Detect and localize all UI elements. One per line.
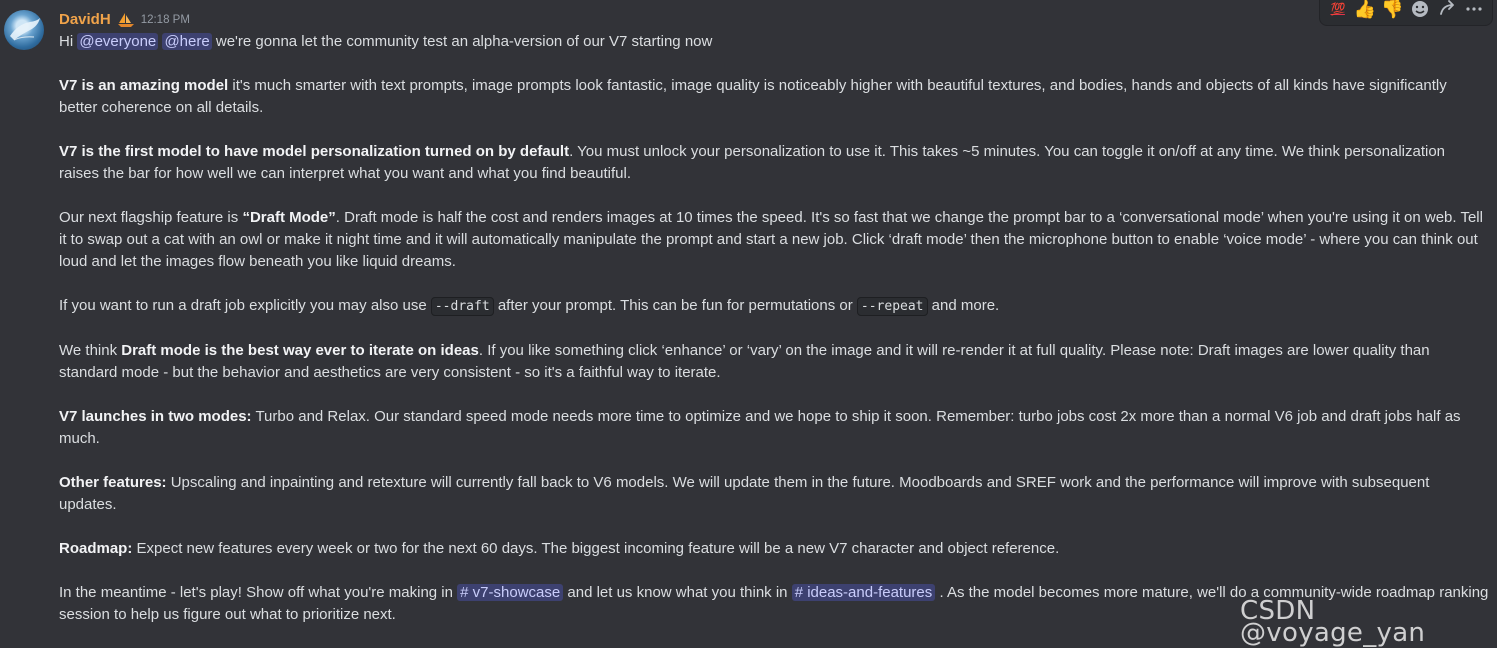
add-reaction-button[interactable] bbox=[1406, 0, 1433, 23]
message-header bbox=[59, 9, 190, 31]
timestamp: 12:18 PM bbox=[140, 14, 190, 26]
message-content bbox=[59, 31, 1489, 626]
avatar[interactable] bbox=[4, 10, 44, 50]
hundred-icon: 💯 bbox=[1330, 2, 1345, 16]
channel-link-ideas-and-features[interactable]: # ideas-and-features bbox=[792, 584, 936, 601]
mention-everyone[interactable]: @everyone bbox=[79, 33, 157, 50]
reply-button[interactable] bbox=[1433, 0, 1460, 23]
username[interactable]: DavidH bbox=[59, 11, 111, 28]
paragraph-v7-amazing: V7 is an amazing model it's much smarter with text prompts, image prompts look fantastic, image quality is noticeably higher with beautiful textures, and bodies, hands and objects of all kinds have significantly better coherence on all details. bbox=[59, 77, 1447, 116]
channel-link-v7-showcase[interactable]: # v7-showcase bbox=[457, 584, 563, 601]
paragraph-greeting: Hi @everyone @here we're gonna let the community test an alpha-version of our V7 starting now bbox=[59, 33, 713, 50]
paragraph-other-features: Other features: Upscaling and inpainting and retexture will currently fall back to V6 models. We will update them in the future. Moodboards and SREF work and the performance will improve with subsequent updates. bbox=[59, 474, 1430, 513]
inline-code-repeat: --repeat bbox=[857, 297, 928, 316]
inline-code-draft: --draft bbox=[431, 297, 494, 316]
mention-here[interactable]: @here bbox=[164, 33, 210, 50]
paragraph-draft-flag: If you want to run a draft job explicitly you may also use --draft after your prompt. This can be fun for permutations or --repeat and more. bbox=[59, 297, 1000, 314]
paragraph-modes: V7 launches in two modes: Turbo and Relax. Our standard speed mode needs more time to optimize and we hope to ship it soon. Remember: turbo jobs cost 2x more than a normal V6 job and draft jobs half as much. bbox=[59, 408, 1461, 447]
thumbs-up-icon: 👍 bbox=[1353, 0, 1377, 19]
paragraph-iterate: We think Draft mode is the best way ever to iterate on ideas. If you like something click ‘enhance’ or ‘vary’ on the image and it will re-render it at full quality. Please note: Draft images are lower quality than standard mode - but the behavior and aesthetics are very consistent - so it's a faithful way to iterate. bbox=[59, 342, 1430, 381]
more-options-button[interactable] bbox=[1461, 0, 1488, 23]
react-100-button[interactable] bbox=[1324, 0, 1351, 23]
message-actions-toolbar bbox=[1319, 0, 1493, 26]
paragraph-meantime: In the meantime - let's play! Show off what you're making in # v7-showcase and let us know what you think in # ideas-and-features . As the model becomes more mature, we'll do a community-wide roadmap ranking session to help us figure out what to prioritize next. bbox=[59, 584, 1489, 623]
thumbs-down-button[interactable] bbox=[1379, 0, 1406, 23]
thumbs-down-icon: 👎 bbox=[1381, 0, 1404, 19]
watermark: CSDN @voyage_yan bbox=[1240, 596, 1426, 648]
paragraph-personalization: V7 is the first model to have model personalization turned on by default. You must unlock your personalization to use it. This takes ~5 minutes. You can toggle it on/off at any time. We think personalization raises the bar for how well we can interpret what you want and what you find beautiful. bbox=[59, 143, 1446, 182]
paragraph-draft-mode: Our next flagship feature is “Draft Mode”. Draft mode is half the cost and renders images at 10 times the speed. It's so fast that we change the prompt bar to a ‘conversational mode’ when you're using it on web. Tell it to swap out a cat with an owl or make it night time and it will automatically manipulate the prompt and start a new job. Click ‘draft mode’ then the microphone button to enable ‘voice mode’ - where you can think out loud and let the images flow beneath you like liquid dreams. bbox=[59, 209, 1483, 270]
ellipsis-icon bbox=[1465, 0, 1483, 18]
sailboat-icon bbox=[117, 12, 135, 28]
smile-plus-icon bbox=[1410, 0, 1430, 19]
thumbs-up-button[interactable] bbox=[1351, 0, 1378, 23]
paragraph-roadmap: Roadmap: Expect new features every week or two for the next 60 days. The biggest incoming feature will be a new V7 character and object reference. bbox=[59, 540, 1060, 557]
reply-icon bbox=[1438, 0, 1456, 18]
